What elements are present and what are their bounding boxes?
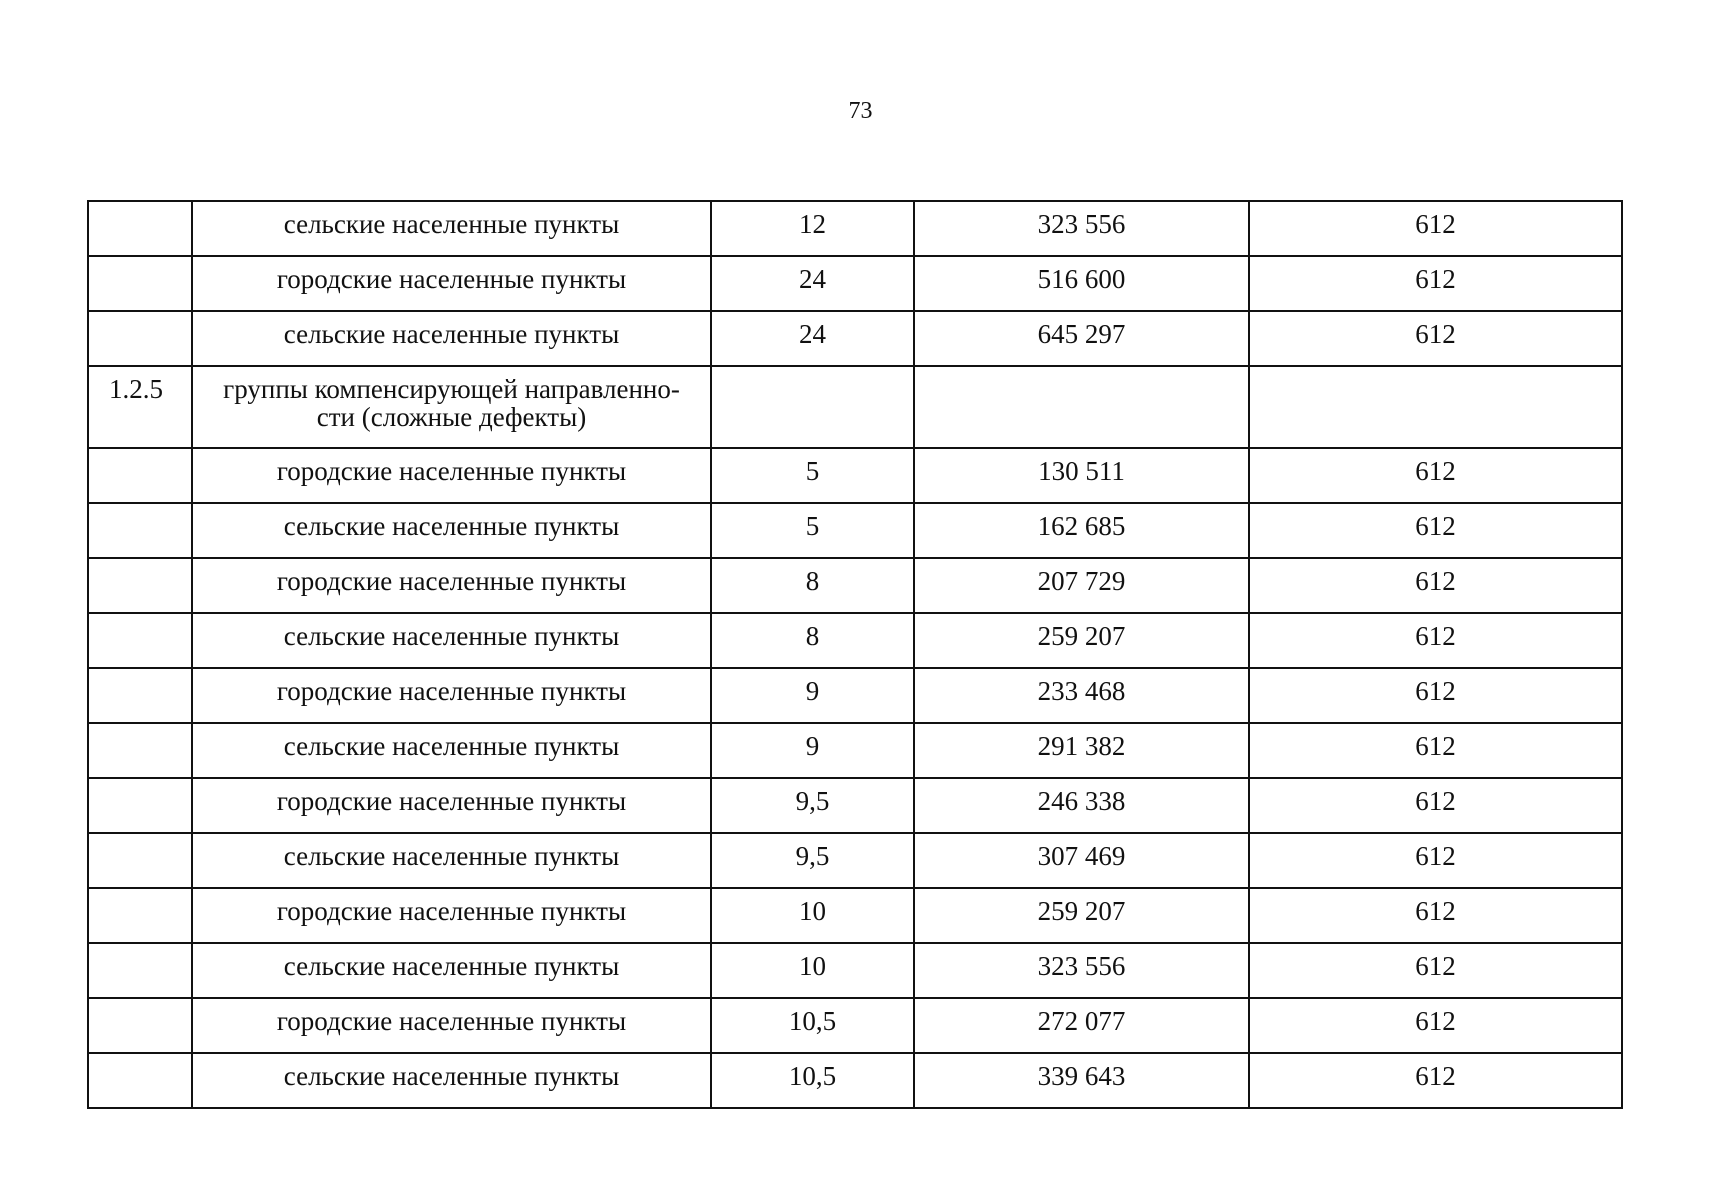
table-row bbox=[88, 558, 1622, 613]
row-col5-cell: 612 bbox=[1249, 503, 1622, 558]
row-number-cell bbox=[88, 723, 192, 778]
row-col5-cell: 612 bbox=[1249, 723, 1622, 778]
row-col3-cell: 8 bbox=[711, 613, 914, 668]
row-name-cell: сельские населенные пункты bbox=[192, 311, 711, 366]
row-col5-cell: 612 bbox=[1249, 201, 1622, 256]
table-row bbox=[88, 311, 1622, 366]
row-number-cell bbox=[88, 778, 192, 833]
row-col3-cell: 5 bbox=[711, 448, 914, 503]
row-col4-cell: 339 643 bbox=[914, 1053, 1249, 1108]
data-table bbox=[87, 200, 1623, 1109]
table-row bbox=[88, 888, 1622, 943]
row-col5-cell: 612 bbox=[1249, 256, 1622, 311]
row-col3-cell: 24 bbox=[711, 311, 914, 366]
row-col4-cell: 259 207 bbox=[914, 888, 1249, 943]
row-number-cell bbox=[88, 311, 192, 366]
table-row bbox=[88, 256, 1622, 311]
row-name-cell: городские населенные пункты bbox=[192, 888, 711, 943]
row-number-cell bbox=[88, 448, 192, 503]
row-col5-cell: 612 bbox=[1249, 558, 1622, 613]
row-number-cell bbox=[88, 668, 192, 723]
table-row bbox=[88, 833, 1622, 888]
row-col3-cell: 9,5 bbox=[711, 778, 914, 833]
row-name-cell: сельские населенные пункты bbox=[192, 1053, 711, 1108]
row-number-cell bbox=[88, 558, 192, 613]
table-body bbox=[88, 201, 1622, 1108]
row-col4-cell: 162 685 bbox=[914, 503, 1249, 558]
row-number-cell bbox=[88, 998, 192, 1053]
table-row bbox=[88, 1053, 1622, 1108]
row-name-cell: сельские населенные пункты bbox=[192, 613, 711, 668]
page-number: 73 bbox=[848, 98, 873, 124]
row-col3-cell bbox=[711, 366, 914, 448]
row-name-cell: сельские населенные пункты bbox=[192, 943, 711, 998]
row-name-cell: городские населенные пункты bbox=[192, 668, 711, 723]
row-name-cell: городские населенные пункты bbox=[192, 778, 711, 833]
row-col4-cell: 130 511 bbox=[914, 448, 1249, 503]
row-col4-cell: 233 468 bbox=[914, 668, 1249, 723]
row-col4-cell: 291 382 bbox=[914, 723, 1249, 778]
row-col5-cell: 612 bbox=[1249, 888, 1622, 943]
row-col3-cell: 9,5 bbox=[711, 833, 914, 888]
row-col5-cell: 612 bbox=[1249, 613, 1622, 668]
row-col4-cell: 259 207 bbox=[914, 613, 1249, 668]
row-number-cell bbox=[88, 256, 192, 311]
row-name-cell: городские населенные пункты bbox=[192, 558, 711, 613]
row-col3-cell: 9 bbox=[711, 668, 914, 723]
table-row bbox=[88, 503, 1622, 558]
row-col5-cell: 612 bbox=[1249, 448, 1622, 503]
row-col3-cell: 10,5 bbox=[711, 998, 914, 1053]
row-col5-cell: 612 bbox=[1249, 833, 1622, 888]
row-col4-cell: 307 469 bbox=[914, 833, 1249, 888]
row-col4-cell: 516 600 bbox=[914, 256, 1249, 311]
row-col5-cell: 612 bbox=[1249, 668, 1622, 723]
row-col4-cell: 323 556 bbox=[914, 201, 1249, 256]
row-number-cell bbox=[88, 888, 192, 943]
row-col5-cell: 612 bbox=[1249, 1053, 1622, 1108]
row-col3-cell: 12 bbox=[711, 201, 914, 256]
row-name-cell: городские населенные пункты bbox=[192, 998, 711, 1053]
row-col4-cell: 246 338 bbox=[914, 778, 1249, 833]
table-row bbox=[88, 201, 1622, 256]
row-col3-cell: 8 bbox=[711, 558, 914, 613]
table-row bbox=[88, 366, 1622, 448]
table-row bbox=[88, 448, 1622, 503]
row-col4-cell: 272 077 bbox=[914, 998, 1249, 1053]
table-row bbox=[88, 998, 1622, 1053]
table-row bbox=[88, 613, 1622, 668]
table-row bbox=[88, 668, 1622, 723]
row-col3-cell: 9 bbox=[711, 723, 914, 778]
row-col4-cell: 323 556 bbox=[914, 943, 1249, 998]
row-col4-cell bbox=[914, 366, 1249, 448]
row-col3-cell: 10 bbox=[711, 943, 914, 998]
table-row bbox=[88, 723, 1622, 778]
row-name-cell: сельские населенные пункты bbox=[192, 833, 711, 888]
row-col4-cell: 207 729 bbox=[914, 558, 1249, 613]
row-name-cell: городские населенные пункты bbox=[192, 256, 711, 311]
row-col5-cell: 612 bbox=[1249, 998, 1622, 1053]
row-col3-cell: 5 bbox=[711, 503, 914, 558]
row-name-cell: сельские населенные пункты bbox=[192, 723, 711, 778]
row-col5-cell: 612 bbox=[1249, 778, 1622, 833]
row-col3-cell: 10,5 bbox=[711, 1053, 914, 1108]
row-col4-cell: 645 297 bbox=[914, 311, 1249, 366]
row-number-cell bbox=[88, 943, 192, 998]
row-name-cell: городские населенные пункты bbox=[192, 448, 711, 503]
row-name-cell: группы компенсирующей направленно- сти (сложные дефекты) bbox=[192, 366, 711, 448]
row-name-cell: сельские населенные пункты bbox=[192, 201, 711, 256]
row-number-cell bbox=[88, 613, 192, 668]
row-col5-cell: 612 bbox=[1249, 943, 1622, 998]
row-number-cell: 1.2.5 bbox=[88, 366, 192, 448]
row-col5-cell: 612 bbox=[1249, 311, 1622, 366]
row-col3-cell: 10 bbox=[711, 888, 914, 943]
row-number-cell bbox=[88, 1053, 192, 1108]
table-row bbox=[88, 778, 1622, 833]
table-row bbox=[88, 943, 1622, 998]
row-number-cell bbox=[88, 503, 192, 558]
row-name-cell: сельские населенные пункты bbox=[192, 503, 711, 558]
row-number-cell bbox=[88, 201, 192, 256]
row-col3-cell: 24 bbox=[711, 256, 914, 311]
row-col5-cell bbox=[1249, 366, 1622, 448]
row-number-cell bbox=[88, 833, 192, 888]
